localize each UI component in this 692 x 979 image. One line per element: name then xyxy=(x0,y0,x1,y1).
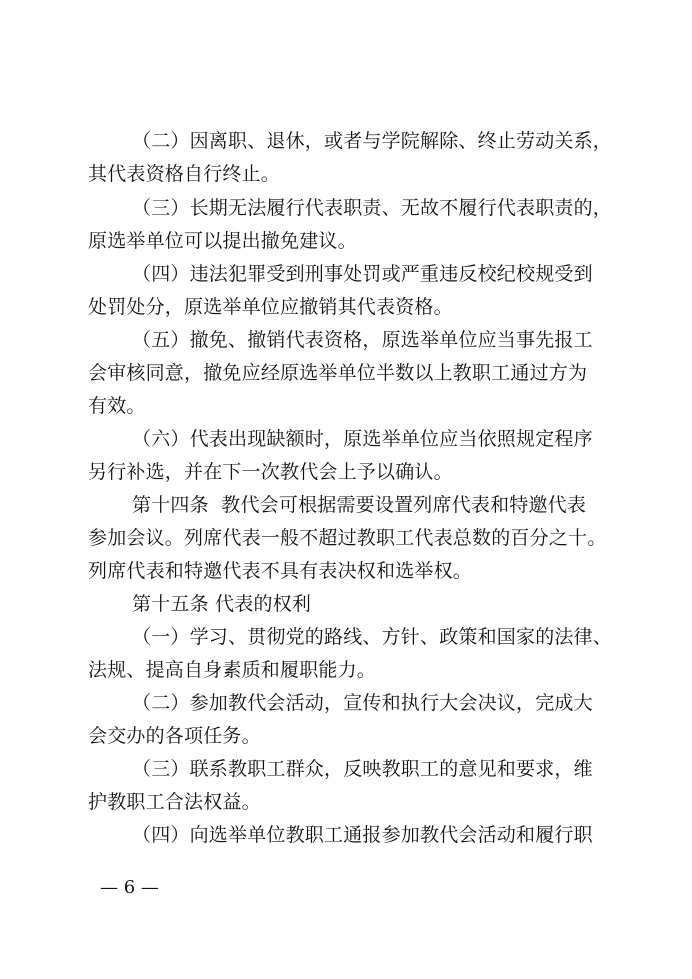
text-line: 法规、提高自身素质和履职能力。 xyxy=(88,659,377,681)
text-line: 处罚处分，原选举单位应撤销其代表资格。 xyxy=(88,296,453,318)
text-line: 原选举单位可以提出撤免建议。 xyxy=(88,230,357,252)
text-line: （二）因离职、退休，或者与学院解除、终止劳动关系， xyxy=(132,130,613,152)
text-line: （二）参加教代会活动，宣传和执行大会决议，完成大 xyxy=(132,692,593,714)
text-line: 会交办的各项任务。 xyxy=(88,725,261,747)
text-line: 有效。 xyxy=(88,395,146,417)
text-line: （三）联系教职工群众，反映教职工的意见和要求，维 xyxy=(132,758,593,780)
text-line: （四）违法犯罪受到刑事处罚或严重违反校纪校规受到 xyxy=(132,263,593,285)
text-line: 参加会议。列席代表一般不超过教职工代表总数的百分之十。 xyxy=(88,527,607,549)
text-line: 其代表资格自行终止。 xyxy=(88,163,281,185)
text-line: 另行补选，并在下一次教代会上予以确认。 xyxy=(88,461,453,483)
text-line: （四）向选举单位教职工通报参加教代会活动和履行职 xyxy=(132,824,593,846)
text-line: 列席代表和特邀代表不具有表决权和选举权。 xyxy=(88,560,473,582)
text-line: （一）学习、贯彻党的路线、方针、政策和国家的法律、 xyxy=(132,626,613,648)
text-line: 会审核同意，撤免应经原选举单位半数以上教职工通过方为 xyxy=(88,362,588,384)
page-number: — 6 — xyxy=(100,877,159,898)
article-heading: 第十五条 代表的权利 xyxy=(132,593,312,615)
text-line: 护教职工合法权益。 xyxy=(88,791,261,813)
text-line: （六）代表出现缺额时，原选举单位应当依照规定程序 xyxy=(132,428,593,450)
text-line: （三）长期无法履行代表职责、无故不履行代表职责的， xyxy=(132,197,613,219)
text-line: （五）撤免、撤销代表资格，原选举单位应当事先报工 xyxy=(132,329,593,351)
article-heading: 第十四条 教代会可根据需要设置列席代表和特邀代表 xyxy=(132,494,587,516)
